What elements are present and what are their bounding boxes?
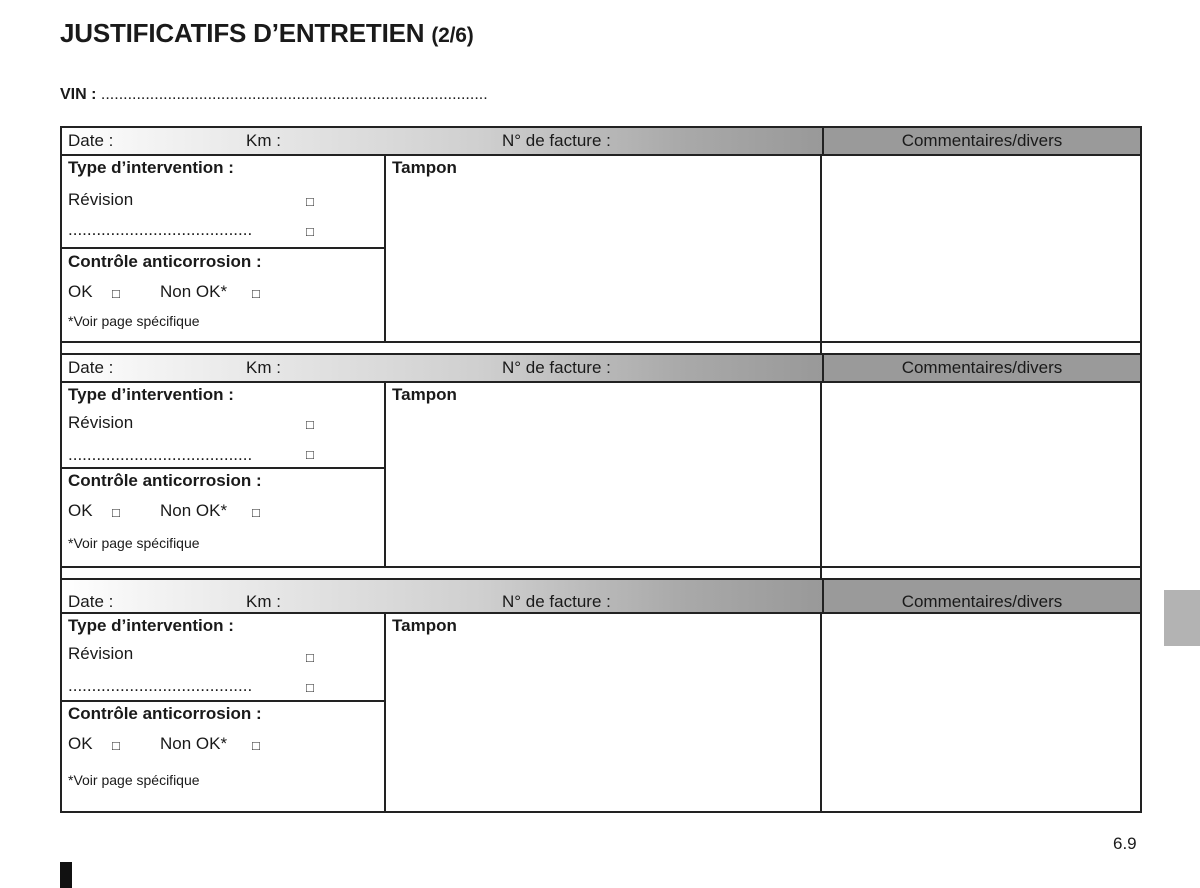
anticorrosion-label: Contrôle anticorrosion : <box>68 252 262 271</box>
specific-page-note: *Voir page spécifique <box>68 772 200 788</box>
revision-checkbox[interactable]: □ <box>306 417 314 432</box>
revision-label: Révision <box>68 644 134 663</box>
km-label: Km : <box>246 592 281 611</box>
stamp-label: Tampon <box>392 158 457 177</box>
invoice-number-label: N° de facture : <box>502 358 611 377</box>
comments-header <box>822 580 1140 612</box>
anticorrosion-label: Contrôle anticorrosion : <box>68 471 262 490</box>
comments-label: Commentaires/divers <box>901 592 1063 611</box>
section-divider <box>62 247 384 249</box>
date-label: Date : <box>68 131 114 150</box>
ok-label: OK <box>68 282 93 301</box>
record-connector <box>60 343 1142 353</box>
intervention-type-label: Type d’intervention : <box>68 158 234 177</box>
ok-checkbox[interactable]: □ <box>112 286 120 301</box>
revision-checkbox[interactable]: □ <box>306 650 314 665</box>
record-header <box>62 128 1140 156</box>
invoice-number-label: N° de facture : <box>502 131 611 150</box>
section-divider <box>62 700 384 702</box>
maintenance-record-1 <box>60 126 1142 343</box>
record-body <box>62 156 1140 341</box>
other-intervention-checkbox[interactable]: □ <box>306 680 314 695</box>
comments-header <box>822 128 1140 154</box>
not-ok-checkbox[interactable]: □ <box>252 505 260 520</box>
page-number: 6.9 <box>1113 834 1137 853</box>
page-title-text: JUSTIFICATIFS D’ENTRETIEN <box>60 18 425 48</box>
date-label: Date : <box>68 358 114 377</box>
not-ok-checkbox[interactable]: □ <box>252 286 260 301</box>
ok-label: OK <box>68 501 93 520</box>
km-label: Km : <box>246 358 281 377</box>
comments-header <box>822 355 1140 381</box>
stamp-column[interactable] <box>386 156 822 341</box>
intervention-type-label: Type d’intervention : <box>68 385 234 404</box>
specific-page-note: *Voir page spécifique <box>68 313 200 329</box>
other-intervention-field[interactable]: ....................................... <box>68 220 253 239</box>
comments-area[interactable] <box>822 383 1140 566</box>
record-header <box>62 355 1140 383</box>
ok-label: OK <box>68 734 93 753</box>
page-title <box>60 18 474 49</box>
invoice-number-label: N° de facture : <box>502 592 611 611</box>
stamp-column[interactable] <box>386 614 822 811</box>
other-intervention-checkbox[interactable]: □ <box>306 224 314 239</box>
anticorrosion-label: Contrôle anticorrosion : <box>68 704 262 723</box>
not-ok-label: Non OK* <box>160 734 228 753</box>
other-intervention-field[interactable]: ....................................... <box>68 445 253 464</box>
revision-checkbox[interactable]: □ <box>306 194 314 209</box>
intervention-column <box>62 383 386 566</box>
ok-checkbox[interactable]: □ <box>112 505 120 520</box>
revision-label: Révision <box>68 190 134 209</box>
record-body <box>62 383 1140 566</box>
vin-label: VIN : <box>60 86 97 103</box>
record-connector <box>60 568 1142 578</box>
intervention-column <box>62 614 386 811</box>
stamp-label: Tampon <box>392 616 457 635</box>
page-corner-marker <box>60 862 72 888</box>
chapter-tab <box>1164 590 1200 646</box>
intervention-type-label: Type d’intervention : <box>68 616 234 635</box>
date-label: Date : <box>68 592 114 611</box>
revision-label: Révision <box>68 413 134 432</box>
page-title-counter: (2/6) <box>431 24 474 47</box>
stamp-column[interactable] <box>386 383 822 566</box>
comments-label: Commentaires/divers <box>901 131 1063 150</box>
specific-page-note: *Voir page spécifique <box>68 535 200 551</box>
not-ok-checkbox[interactable]: □ <box>252 738 260 753</box>
other-intervention-field[interactable]: ....................................... <box>68 676 253 695</box>
stamp-label: Tampon <box>392 385 457 404</box>
section-divider <box>62 467 384 469</box>
comments-area[interactable] <box>822 614 1140 811</box>
ok-checkbox[interactable]: □ <box>112 738 120 753</box>
not-ok-label: Non OK* <box>160 501 228 520</box>
other-intervention-checkbox[interactable]: □ <box>306 447 314 462</box>
comments-area[interactable] <box>822 156 1140 341</box>
intervention-column <box>62 156 386 341</box>
vin-field[interactable]: ....................................................................................... <box>100 86 488 103</box>
maintenance-record-2 <box>60 353 1142 568</box>
vin-line <box>60 86 488 104</box>
km-label: Km : <box>246 131 281 150</box>
not-ok-label: Non OK* <box>160 282 228 301</box>
record-body <box>62 614 1140 811</box>
record-header <box>62 580 1140 614</box>
comments-label: Commentaires/divers <box>901 358 1063 377</box>
maintenance-record-3 <box>60 578 1142 813</box>
